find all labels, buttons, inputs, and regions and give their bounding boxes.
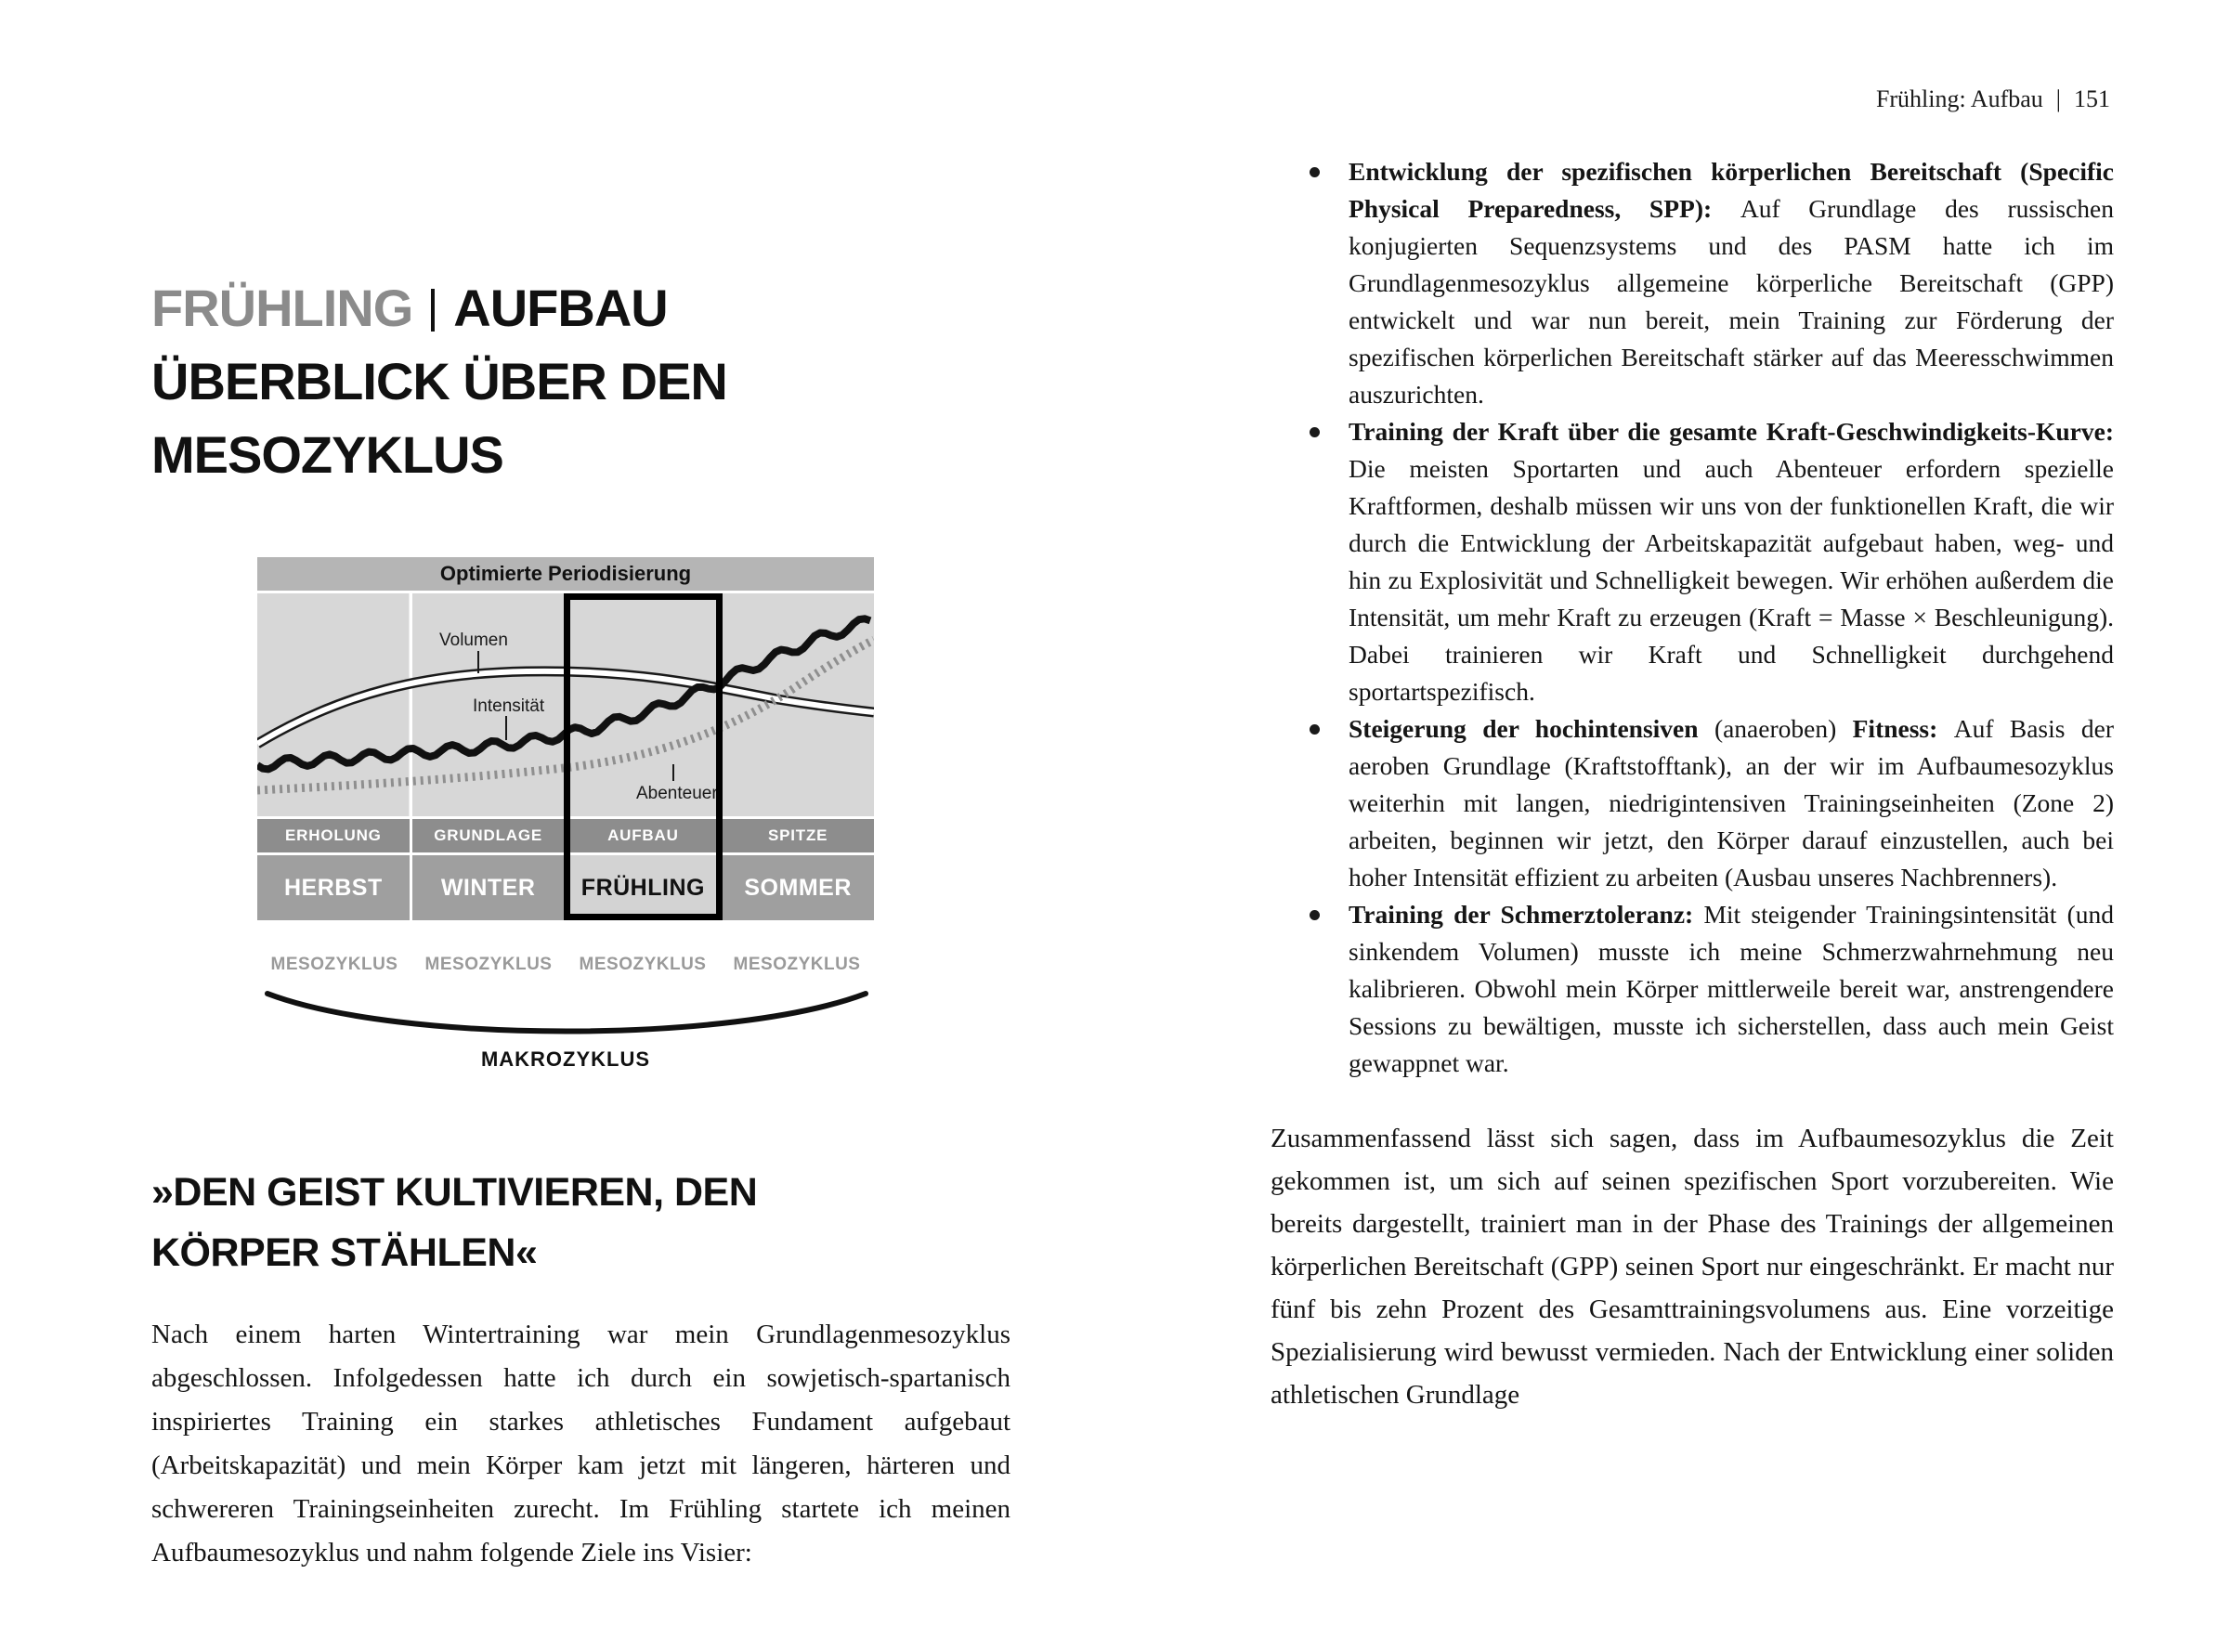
goal-lead: Training der Kraft über die gesamte Kraft-Geschwindigkeits-Kurve:: [1349, 417, 2114, 446]
title-divider-bar: [431, 289, 435, 332]
page-number: 151: [2074, 85, 2110, 112]
season-cell-fruehling: FRÜHLING: [567, 855, 720, 920]
goal-lead: Fitness:: [1836, 714, 1954, 743]
phase-row: [257, 819, 874, 852]
goals-list: [1271, 153, 2114, 1082]
running-head: [1876, 85, 2110, 113]
quote-heading-line1: »DEN GEIST KULTIVIEREN, DEN: [151, 1170, 758, 1215]
periodization-figure: [257, 557, 874, 920]
goal-lead: Entwicklung der spezifischen körperlichen Bereitschaft (Specific Physical Preparedness, SPP):: [1349, 157, 2114, 223]
abenteuer-label: Abenteuer: [636, 784, 718, 803]
phase-cell-aufbau: AUFBAU: [567, 819, 720, 852]
season-cell-winter: WINTER: [412, 855, 565, 920]
mesozyklus-row: [257, 955, 874, 975]
intensitaet-label: Intensität: [473, 696, 545, 716]
season-cell-sommer: SOMMER: [722, 855, 874, 920]
makrozyklus-label: MAKROZYKLUS: [480, 1047, 651, 1071]
closing-paragraph: Zusammenfassend lässt sich sagen, dass im Aufbaumesozyklus die Zeit gekommen ist, um sich auf seinen spezifischen Sport vorzubereiten. Wie bereits dargestellt, trainiert man in der Phase des Trainings der allgemeinen körperlichen Bereitschaft (GPP) seinen Sport nur eingeschränkt. Er macht nur fünf bis zehn Prozent des Gesamttrainingsvolumens aus. Eine vorzeitige Spezialisierung wird bewusst vermieden. Nach der Entwicklung einer soliden athletischen Grundlage: [1271, 1124, 2114, 1410]
intro-paragraph: Nach einem harten Wintertraining war mein Grundlagenmesozyklus abgeschlossen. Infolgedessen hatte ich durch ein sowjetisch-spartanisch inspiriertes Training ein starkes athletisches Fundament aufgebaut (Arbeitskapazität) und mein Körper kam jetzt mit längeren, härteren und schwereren Trainingseinheiten zurecht. Im Frühling startete ich meinen Aufbaumesozyklus und nahm folgende Ziele ins Visier:: [151, 1320, 1010, 1567]
chapter-title: [151, 271, 727, 491]
right-column: [1271, 153, 2114, 1416]
goal-text: Auf Grundlage des russischen konjugierten Sequenzsystems und des PASM hatte ich im Grundlagenmesozyklus allgemeine körperliche Bereitschaft (GPP) entwickelt und war nun bereit, mein Training zur Förderung der spezifischen körperlichen Bereitschaft stärker auf das Meeresschwimmen auszurichten.: [1349, 194, 2115, 409]
figure-title: Optimierte Periodisierung: [257, 557, 874, 591]
goal-lead: Training der Schmerztoleranz:: [1349, 900, 1704, 929]
goal-text: Mit steigender Trainingsintensität (und sinkendem Volumen) musste ich meine Schmerzwahrnehmung neu kalibrieren. Obwohl mein Körper mittlerweile bereit war, anstrengendere Sessions zu bewältigen, musste ich sicherstellen, dass auch mein Geist gewappnet war.: [1349, 900, 2114, 1077]
phase-cell-erholung: ERHOLUNG: [257, 819, 410, 852]
chapter-title-line3: MESOZYKLUS: [151, 425, 503, 484]
volumen-label: Volumen: [439, 631, 508, 650]
running-title: Frühling: Aufbau: [1875, 85, 2043, 112]
goal-item: [1271, 413, 2114, 710]
phase-cell-spitze: SPITZE: [722, 819, 874, 852]
running-head-separator: |: [2055, 85, 2061, 112]
goal-item: [1271, 896, 2114, 1082]
makrozyklus-brace: [260, 986, 873, 1040]
quote-heading-line2: KÖRPER STÄHLEN«: [151, 1230, 538, 1275]
chapter-title-phase: AUFBAU: [453, 279, 668, 337]
goal-text: (anaeroben): [1714, 714, 1837, 743]
quote-heading: [151, 1163, 757, 1283]
goal-item: [1271, 153, 2114, 413]
phase-cell-grundlage: GRUNDLAGE: [412, 819, 565, 852]
figure-chart-area: [257, 593, 874, 816]
goal-lead: Steigerung der hochintensiven: [1349, 714, 1714, 743]
season-row: [257, 855, 874, 920]
mesozyklus-label: MESOZYKLUS: [733, 955, 861, 974]
season-cell-herbst: HERBST: [257, 855, 410, 920]
chapter-title-line2: ÜBERBLICK ÜBER DEN: [151, 352, 727, 410]
mesozyklus-label: MESOZYKLUS: [579, 955, 707, 974]
goal-item: [1271, 710, 2114, 896]
mesozyklus-label: MESOZYKLUS: [270, 955, 398, 974]
goal-text: Die meisten Sportarten und auch Abenteuer erfordern spezielle Kraftformen, deshalb müssen wir uns von der funktionellen Kraft, die wir durch die Entwicklung der Arbeitskapazität aufgebaut haben, weg- und hin zu Explosivität und Schnelligkeit bewegen. Wir erhöhen außerdem die Intensität, um mehr Kraft zu erzeugen (Kraft = Masse × Beschleunigung). Dabei trainieren wir Kraft und Schnelligkeit durchgehend sportartspezifisch.: [1349, 454, 2114, 706]
chapter-title-season: FRÜHLING: [151, 279, 413, 337]
chapter-title-line1: [151, 271, 727, 345]
mesozyklus-label: MESOZYKLUS: [424, 955, 553, 974]
periodization-curves: [257, 593, 874, 816]
goal-text: Auf Basis der aeroben Grundlage (Kraftstofftank), an der wir im Aufbaumesozyklus weiterhin mit langen, niedrigintensiven Trainingseinheiten (Zone 2) arbeiten, beginnen wir jetzt, den Körper darauf einzustellen, auch bei hoher Intensität effizient zu arbeiten (Ausbau unseres Nachbrenners).: [1349, 714, 2114, 891]
